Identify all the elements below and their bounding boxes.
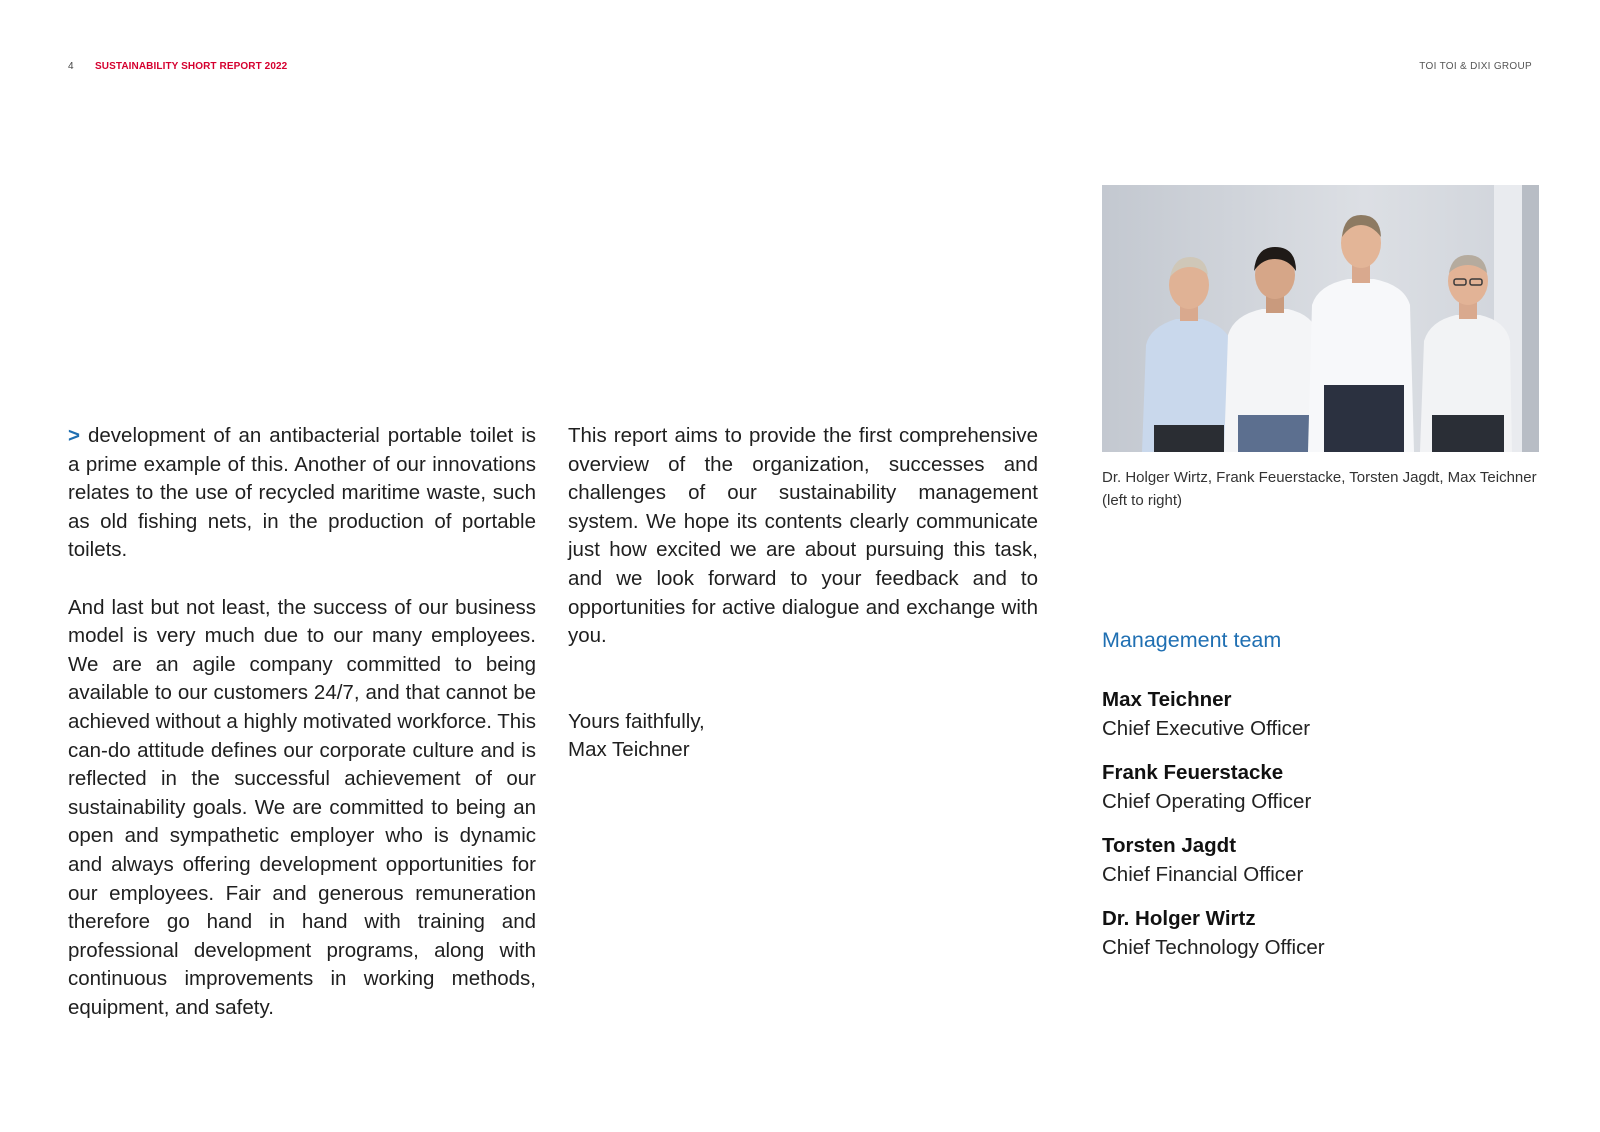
page-number: 4	[68, 61, 74, 72]
photo-illustration	[1102, 185, 1539, 452]
member-role: Chief Executive Officer	[1102, 717, 1311, 740]
member-name: Dr. Holger Wirtz	[1102, 907, 1256, 930]
closing-salutation: Yours faithfully,	[568, 709, 705, 733]
paragraph: And last but not least, the success of our business model is very much due to our many employees. We are an agile company committed to being available to our customers 24/7, and that cannot be achieved without a highly motivated workforce. This can-do attitude defines our corporate culture and is reflected in the successful achievement of our sustainability goals. We are committed to being an open and sympathetic employer who is dynamic and always offering development opportunities for our employees. Fair and generous remuneration therefore go hand in hand with training and professional development programs, along with continuous improvements in working methods, equipment, and safety.	[68, 595, 536, 1019]
member-role: Chief Technology Officer	[1102, 936, 1325, 959]
continuation-arrow-icon: >	[68, 424, 80, 447]
member-name: Frank Feuerstacke	[1102, 761, 1284, 784]
member-name: Max Teichner	[1102, 688, 1232, 711]
page-header	[68, 60, 1532, 74]
management-heading: Management team	[1102, 628, 1282, 652]
management-member	[1102, 904, 1539, 962]
text-column-middle	[568, 422, 1038, 765]
management-member	[1102, 685, 1539, 743]
paragraph	[68, 422, 536, 565]
paragraph-text: development of an antibacterial portable toilet is a prime example of this. Another of our innovations relates to the use of recycled maritime waste, such as old fishing nets, in the production of portable toilets.	[68, 424, 536, 562]
member-role: Chief Operating Officer	[1102, 790, 1312, 813]
management-member	[1102, 831, 1539, 889]
text-column-left	[68, 422, 536, 1022]
signature-name: Max Teichner	[568, 738, 690, 762]
management-member	[1102, 758, 1539, 816]
management-team-photo	[1102, 185, 1539, 452]
company-name: TOI TOI & DIXI GROUP	[1419, 61, 1532, 72]
member-role: Chief Financial Officer	[1102, 863, 1304, 886]
management-list	[1102, 685, 1539, 977]
photo-caption: Dr. Holger Wirtz, Frank Feuerstacke, Torsten Jagdt, Max Teichner (left to right)	[1102, 469, 1537, 509]
member-name: Torsten Jagdt	[1102, 834, 1237, 857]
report-title: SUSTAINABILITY SHORT REPORT 2022	[95, 61, 288, 72]
paragraph: This report aims to provide the first comprehensive overview of the organization, successes and challenges of our sustainability management system. We hope its contents clearly communicate just how excited we are about pursuing this task, and we look forward to your feedback and to opportunities for active dialogue and exchange with you.	[568, 424, 1038, 648]
